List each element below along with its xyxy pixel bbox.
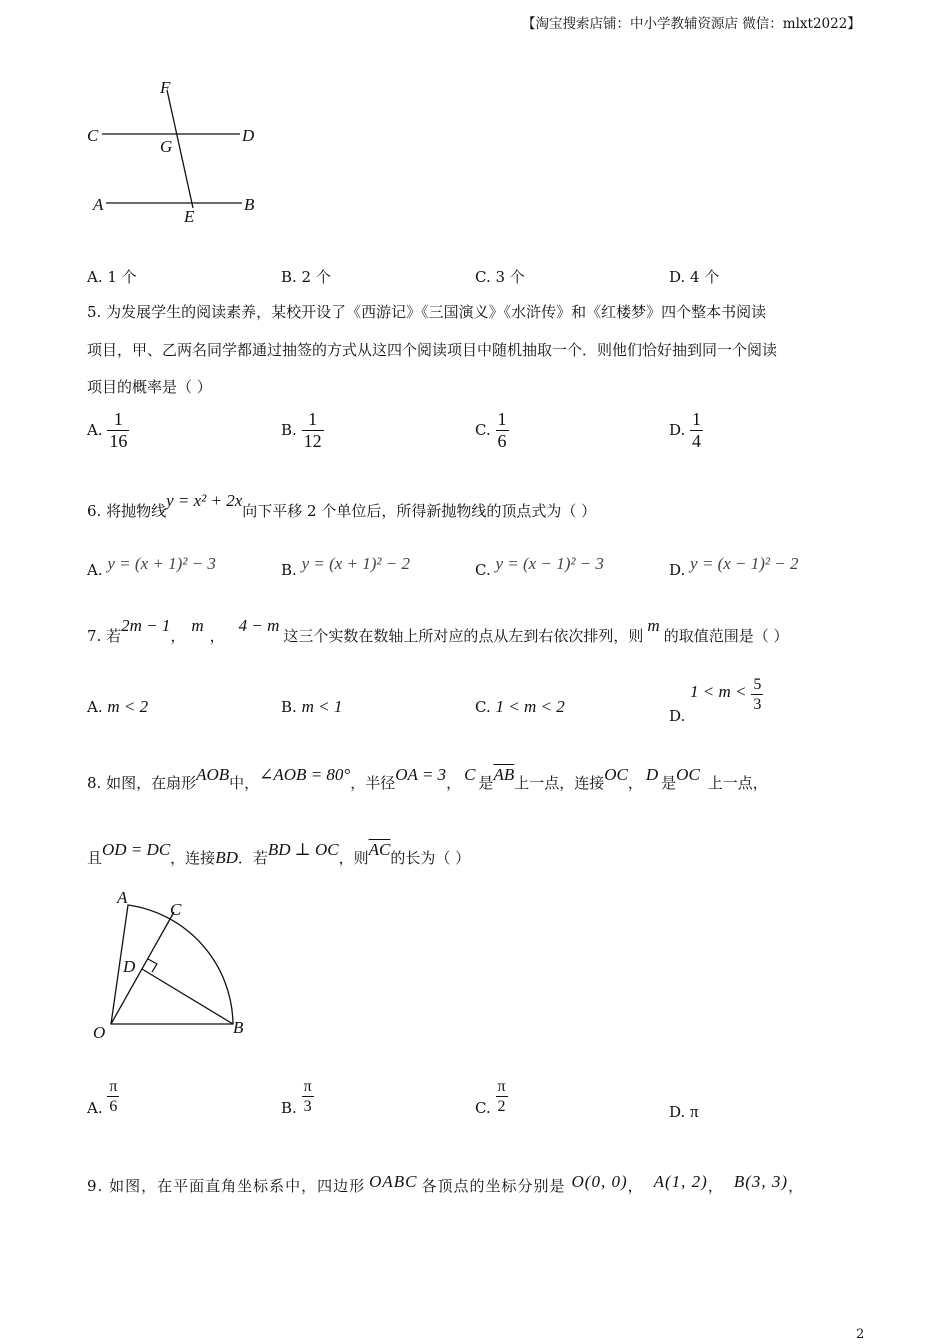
- label-o: O: [93, 1023, 106, 1042]
- fraction: $\frac{1}{12}$: [303, 409, 322, 451]
- q5-line-1: 5. 为发展学生的阅读素养，某校开设了《西游记》《三国演义》《水浒传》和《红楼梦》四个整本书阅读: [87, 303, 767, 321]
- q4-option-d: D. 4 个: [669, 268, 720, 286]
- fraction: $\frac{\pi}{3}$: [303, 1078, 312, 1115]
- q6-option-c: C. y = (x − 1)² − 3: [475, 554, 604, 579]
- q4-option-b: B. 2 个: [281, 268, 331, 286]
- label-e: E: [184, 207, 195, 226]
- fraction: $\frac{1}{4}$: [692, 409, 702, 451]
- fraction: $\frac{\pi}{6}$: [109, 1078, 118, 1115]
- q6-prefix: 6. 将抛物线: [87, 502, 167, 520]
- q4-option-c: C. 3 个: [475, 268, 525, 286]
- figure-sector: [80, 880, 270, 1050]
- label-c: C: [87, 126, 99, 145]
- q7-expr-1: 2m − 1: [121, 616, 171, 635]
- option-letter: C.: [475, 420, 491, 439]
- label-a: A: [93, 195, 104, 214]
- q4-option-a: A. 1 个: [87, 268, 137, 286]
- q7-expr-2: m: [191, 616, 204, 635]
- q8-option-b: B. $\frac{\pi}{3}$: [281, 1078, 312, 1117]
- label-d: D: [123, 957, 136, 976]
- q5-line-2: 项目，甲、乙两名同学都通过抽签的方式从这四个阅读项目中随机抽取一个．则他们恰好抽到同一个阅读: [87, 341, 778, 359]
- arc-ac: $\overline{AC}$: [368, 840, 391, 859]
- figure-parallel-lines: [80, 72, 280, 232]
- q7-option-b: B. m < 1: [281, 697, 343, 716]
- question-8-line-2: 且OD = DC，连接BD．若BD ⊥ OC，则$\overline{AC}$的长为（ ）: [87, 840, 471, 867]
- question-9: 9. 如图，在平面直角坐标系中，四边形 OABC 各顶点的坐标分别是 O(0, 0)， A(1, 2)， B(3, 3)，: [87, 1172, 805, 1195]
- arc-ab: $\overline{AB}$: [493, 765, 515, 784]
- q6-option-d: D. y = (x − 1)² − 2: [669, 554, 799, 579]
- q8-option-c: C. $\frac{\pi}{2}$: [475, 1078, 506, 1117]
- question-6: [87, 491, 597, 521]
- q7-expr-3: 4 − m: [238, 616, 280, 635]
- label-b: B: [244, 195, 255, 214]
- fraction: $\frac{5}{3}$: [753, 676, 762, 713]
- q5-line-3: 项目的概率是（ ）: [87, 378, 212, 396]
- label-a: A: [117, 888, 128, 907]
- q6-expression: y = x² + 2x: [166, 491, 243, 510]
- q7-option-a: A. m < 2: [87, 697, 149, 716]
- label-c: C: [170, 900, 182, 919]
- q5-option-a: [87, 410, 129, 452]
- question-8-line-1: 8. 如图，在扇形AOB中，∠AOB = 80°，半径OA = 3， C 是$\overline{AB}$上一点，连接OC， D 是OC 上一点，: [87, 765, 768, 792]
- question-7: 7. 若2m − 1，m，4 − m这三个实数在数轴上所对应的点从左到右依次排列，则m的取值范围是（ ）: [87, 616, 789, 645]
- option-letter: A.: [87, 420, 103, 439]
- q7-expr-4: m: [647, 616, 660, 635]
- label-f: F: [160, 78, 171, 97]
- option-letter: B.: [281, 420, 297, 439]
- q8-option-d: D. π: [669, 1102, 699, 1121]
- q6-option-b: B. y = (x + 1)² − 2: [281, 554, 411, 579]
- segment-bd: [142, 969, 233, 1024]
- q6-option-a: A. y = (x + 1)² − 3: [87, 554, 216, 579]
- fraction: $\frac{\pi}{2}$: [497, 1078, 506, 1115]
- header-note: 【淘宝搜索店铺：中小学教辅资源店 微信：mlxt2022】: [522, 16, 861, 32]
- label-d: D: [242, 126, 255, 145]
- option-letter: D.: [669, 420, 686, 439]
- label-b: B: [233, 1018, 244, 1037]
- q7-option-d: D. 1 < m < $\frac{5}{3}$: [669, 676, 762, 725]
- fraction: $\frac{1}{6}$: [497, 409, 507, 451]
- label-g: G: [160, 137, 173, 156]
- right-angle-mark: [148, 959, 157, 972]
- q8-option-a: A. $\frac{\pi}{6}$: [87, 1078, 118, 1117]
- segment-oc: [111, 912, 174, 1024]
- q5-option-d: [669, 410, 703, 452]
- q5-option-c: [475, 410, 509, 452]
- q5-option-b: [281, 410, 324, 452]
- q7-option-c: C. 1 < m < 2: [475, 697, 565, 716]
- page-number: 2: [856, 1327, 865, 1342]
- fraction: $\frac{1}{16}$: [109, 409, 128, 451]
- q6-suffix: 向下平移 2 个单位后，所得新抛物线的顶点式为（ ）: [242, 502, 597, 520]
